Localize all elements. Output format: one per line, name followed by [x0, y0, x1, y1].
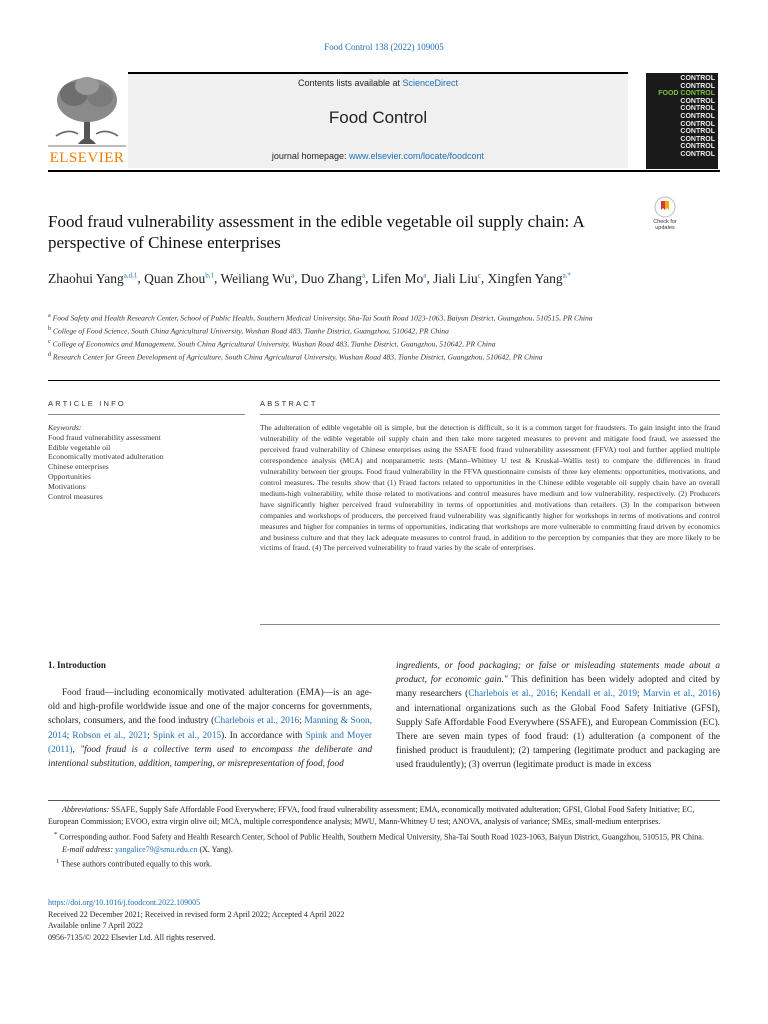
cover-text: CONTROL: [680, 128, 715, 136]
equal-text: These authors contributed equally to this work.: [59, 859, 213, 869]
author-affiliation-mark[interactable]: a,*: [562, 271, 571, 279]
cover-text: CONTROL: [680, 75, 715, 82]
section-rule: [48, 380, 720, 381]
ref-link[interactable]: Spink and Moyer (2011): [48, 730, 372, 755]
ref-link[interactable]: Spink et al., 2015: [153, 730, 222, 741]
ref-link[interactable]: Manning & Soon, 2014: [48, 716, 373, 741]
affiliation-text: College of Economics and Management, South China Agricultural University, Wushan Road 483, Tianhe District, Guangzhou, 510642, PR China: [52, 339, 496, 349]
cover-text: CONTROL: [680, 120, 715, 128]
cover-text: CONTROL: [680, 135, 715, 143]
copyright-line: 0956-7135/© 2022 Elsevier Ltd. All rights reserved.: [48, 932, 216, 942]
article-title: Food fraud vulnerability assessment in the edible vegetable oil supply chain: A perspective of Chinese enterprises: [48, 212, 584, 252]
intro-text: ;: [147, 730, 154, 741]
footnotes: [48, 804, 720, 871]
affiliation: [48, 324, 728, 337]
introduction-heading: 1. Introduction: [48, 660, 106, 670]
header-bottom-rule: [48, 170, 720, 172]
corresponding-text: Corresponding author. Food Safety and Health Research Center, School of Public Health, Southern Medical University, Sha-Tai South Road 1023-1063, Baiyun District, Guangzhou, 510515, PR China.: [57, 832, 704, 842]
author-affiliation-mark[interactable]: a,d,1: [123, 271, 138, 279]
email-footnote: [48, 844, 720, 856]
author[interactable]: [48, 271, 137, 286]
contents-lists-line: [128, 78, 628, 88]
keyword: Edible vegetable oil: [48, 442, 111, 452]
author-list: Zhaohui Yang$^{a,d,1}$, Quan Zhou$^{b,1}$, Weiliang Wu$^a$, Duo Zhang$^a$, Lifen Mo$^a$, Jiali Liu$^c$, Xingfen Yang$^{a,*}$: [48, 270, 571, 286]
author-name: Jiali Liu: [433, 270, 478, 286]
abstract-bottom-rule: [260, 624, 720, 625]
corresponding-mark: *: [54, 830, 58, 838]
abbreviations-text: SSAFE, Supply Safe Affordable Food Everywhere; FFVA, food fraud vulnerability assessment; EMA, economically motivated adulteration; GFSI, Global Food Safety Initiative; EC, European Commission; EVOO, extra virgin olive oil; MCA, multiple correspondence analysis; MWU, Mann-Whitney U test; ANOVA, analysis of variance; SMEs, small-medium enterprises.: [48, 805, 695, 827]
homepage-prefix: journal homepage:: [271, 151, 349, 161]
cover-text: CONTROL: [680, 105, 715, 113]
affiliation-text: College of Food Science, South China Agricultural University, Wushan Road 483, Tianhe District, Guangzhou, 510642, PR China: [52, 326, 449, 336]
article-info-rule: [48, 414, 245, 415]
author-name: Zhaohui Yang: [48, 270, 124, 286]
affiliations: [48, 311, 728, 363]
cover-text: CONTROL: [680, 112, 715, 120]
abstract-text: The adulteration of edible vegetable oil is simple, but the detection is difficult, so it is a common target for fraudsters. To gain insight into the fraud vulnerability of the edible vegetable oil supply chain and then take more targeted measures to prevent and mitigate food fraud, we assessed the perceived fraud vulnerability of Chinese enterprises using the SSAFE food fraud vulnerability assessment (FFVA) tool and further applied multiple correspondence analysis (MCA) and nonparametric tests (Mann–Whitney U test & Kruskal–Wallis test) to compare the differences in fraud vulnerability between tier groups. Food fraud vulnerability in the FFVA questionnaire consists of three key elements: opportunities, motivations, and control measures. The results show that (1) Fraud factors related to opportunities in the Chinese edible vegetable oil supply chain have an overall medium-high vulnerability, while those related to motivations and control measures have medium and low vulnerability, respectively. (2) Producers have significantly higher perceived fraud vulnerability in terms of opportunities and motivations than retailers. (3) In the comparison between companies and workshops of producers, the perceived fraud vulnerability was significantly higher for workshops in terms of motivations and control measures and higher for companies in terms of opportunities, indicating that workshops are more vulnerable to committing fraud driven by economics and business culture and that they lack adequate measures to control fraud, in addition to the perception by companies that they are more likely to be victims of fraud. (4) The perceived vulnerability to fraud varies by the scale of enterprises.: [260, 423, 720, 553]
affiliation-mark: c: [48, 339, 51, 346]
email-suffix: (X. Yang).: [197, 844, 233, 854]
ref-link[interactable]: Robson et al., 2021: [72, 730, 148, 741]
intro-text: ,: [72, 744, 81, 755]
affiliation-text: Research Center for Green Development of Agriculture, South China Agricultural University, Wushan Road 483, Tianhe District, Guangzhou, 510642, PR China: [52, 352, 543, 362]
definition-quote: ingredients, or food packaging; or false or misleading statements made about a product, for economic gain.": [396, 661, 720, 686]
ref-link[interactable]: Charlebois et al., 2016: [468, 689, 556, 700]
journal-homepage-line: [128, 151, 628, 161]
abstract-heading: ABSTRACT: [260, 399, 318, 408]
introduction-right-column: [396, 659, 720, 773]
ref-link[interactable]: Marvin et al., 2016: [642, 689, 717, 700]
publication-info: [48, 897, 344, 943]
journal-cover-image: [646, 73, 718, 169]
author[interactable]: [372, 271, 426, 286]
author[interactable]: [301, 271, 365, 286]
definition-quote: "food fraud is a collective term used to encompass the deliberate and intentional substitution, addition, tampering, or misrepresentation of food, food: [48, 744, 372, 770]
keywords-label: Keywords:: [48, 423, 82, 432]
check-for-updates-label: Check for updates: [653, 219, 677, 231]
author-name: Weiliang Wu: [220, 270, 291, 286]
online-date: Available online 7 April 2022: [48, 921, 143, 930]
keyword: Opportunities: [48, 471, 91, 481]
abbreviations-footnote: [48, 804, 720, 829]
affiliation: [48, 350, 728, 363]
affiliation: [48, 311, 728, 324]
author-affiliation-mark[interactable]: a: [361, 271, 366, 279]
publisher-wordmark: ELSEVIER: [49, 150, 125, 166]
author-affiliation-mark[interactable]: b,1: [205, 271, 214, 279]
intro-text: ). In accordance with: [221, 730, 306, 741]
sciencedirect-link[interactable]: ScienceDirect: [402, 78, 459, 88]
author[interactable]: [221, 271, 295, 286]
intro-text: ) and international organizations such as the Global Food Safety Initiative (GFSI), Supply Safe Affordable Food Everywhere (SSAFE), and European Commission (EC). There are seven main types of food fraud: (1) adulteration (a component of the finished product is fraudulent); (2) tampering (legitimate product and packaging are used fraudulently); (3) overrun (legitimate product is made in excess: [396, 689, 720, 771]
email-link[interactable]: yangalice79@smu.edu.cn: [115, 844, 198, 854]
intro-text: Food fraud—including economically motivated adulteration (EMA)—is an age-old and high-profile worldwide issue and one of the major concerns for governments, scholars, consumers, and the food industry (: [48, 688, 372, 727]
journal-citation-link[interactable]: Food Control 138 (2022) 109005: [324, 42, 444, 52]
abstract-top-rule: [260, 414, 720, 415]
keyword: Control measures: [48, 491, 103, 501]
received-dates: Received 22 December 2021; Received in revised form 2 April 2022; Accepted 4 April 2022: [48, 909, 345, 919]
contents-prefix: Contents lists available at: [297, 78, 403, 88]
email-label: E-mail address:: [62, 844, 114, 854]
affiliation-text: Food Safety and Health Research Center, School of Public Health, Southern Medical University, Sha-Tai South Road 1023-1063, Baiyun District, Guangzhou, 510515, PR China: [52, 313, 593, 323]
article-info-heading: ARTICLE INFO: [48, 399, 126, 408]
affiliation-mark: a: [48, 313, 51, 319]
bookmark-icon: [654, 196, 676, 218]
cover-text: CONTROL: [680, 97, 715, 105]
author-affiliation-mark[interactable]: c: [477, 271, 481, 279]
introduction-left-column: [48, 686, 372, 771]
abbreviations-label: Abbreviations:: [62, 805, 110, 814]
affiliation-mark: b: [48, 326, 51, 333]
cover-text: CONTROL: [680, 82, 715, 90]
author-name: Duo Zhang: [300, 270, 362, 286]
check-for-updates-badge[interactable]: [648, 196, 682, 231]
equal-mark: 1: [56, 857, 60, 865]
cover-text: FOOD CONTROL: [658, 90, 715, 98]
keyword: Economically motivated adulteration: [48, 452, 164, 462]
keyword: Motivations: [48, 481, 86, 491]
affiliation: [48, 337, 728, 350]
intro-text: ;: [637, 689, 643, 700]
keyword: Chinese enterprises: [48, 462, 109, 472]
journal-name: Food Control: [328, 108, 428, 127]
keyword-list: [48, 433, 248, 502]
footnote-rule: [48, 800, 720, 801]
intro-text: This definition has been widely adopted and cited by many researchers (: [396, 675, 720, 700]
intro-text: ;: [555, 689, 561, 700]
author-name: Xingfen Yang: [487, 270, 563, 286]
author-name: Lifen Mo: [371, 270, 424, 286]
author-affiliation-mark[interactable]: a: [423, 271, 427, 279]
doi-link[interactable]: https://doi.org/10.1016/j.foodcont.2022.109005: [48, 898, 201, 907]
author[interactable]: [144, 271, 214, 286]
author-affiliation-mark[interactable]: a: [291, 271, 295, 279]
cover-text: CONTROL: [680, 150, 715, 158]
keywords-block: [48, 423, 248, 501]
journal-homepage-link[interactable]: www.elsevier.com/locate/foodcont: [348, 151, 485, 161]
author-name: Quan Zhou: [144, 270, 206, 286]
cover-text: CONTROL: [680, 143, 715, 151]
intro-text: ;: [299, 716, 305, 727]
ref-link[interactable]: Charlebois et al., 2016: [214, 716, 300, 727]
author[interactable]: [433, 271, 481, 286]
author[interactable]: [488, 271, 571, 286]
equal-contribution-footnote: [48, 856, 720, 871]
ref-link[interactable]: Kendall et al., 2019: [560, 689, 637, 700]
keyword: Food fraud vulnerability assessment: [48, 432, 161, 442]
affiliation-mark: d: [48, 352, 51, 359]
intro-text: ;: [66, 730, 73, 741]
corresponding-author-footnote: [48, 829, 720, 844]
